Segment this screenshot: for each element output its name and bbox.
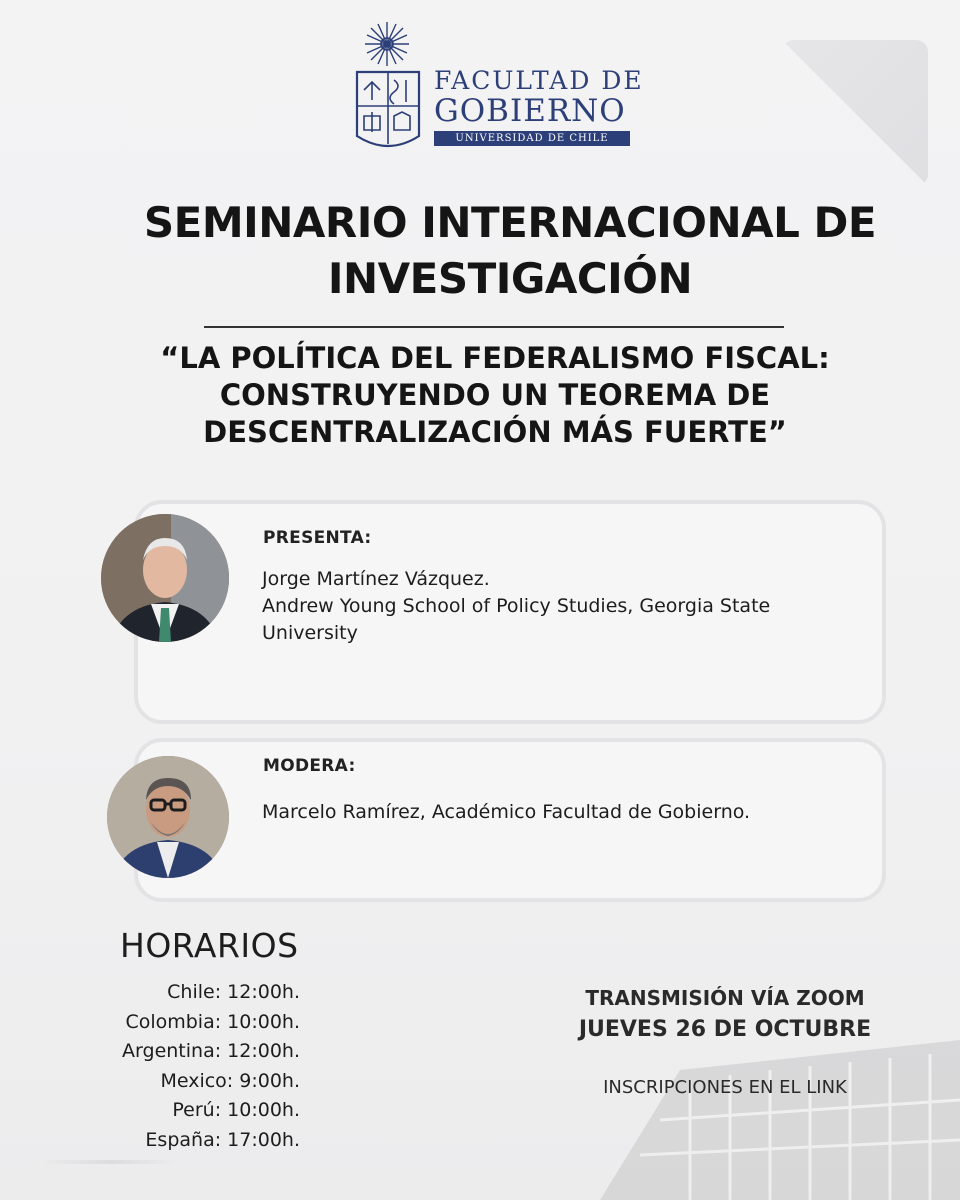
presenter-line: Andrew Young School of Policy Studies, Georgia State bbox=[262, 595, 771, 617]
subtitle-line-3: DESCENTRALIZACIÓN MÁS FUERTE” bbox=[203, 415, 787, 449]
logo-line-university: UNIVERSIDAD DE CHILE bbox=[434, 131, 630, 146]
logo-line-faculty: FACULTAD DE bbox=[434, 66, 644, 95]
presenter-avatar bbox=[101, 514, 229, 642]
subtitle-line-2: CONSTRUYENDO UN TEOREMA DE bbox=[219, 378, 771, 412]
moderator-avatar bbox=[107, 756, 229, 878]
faculty-logo bbox=[354, 20, 644, 160]
schedule-row: Argentina: 12:00h. bbox=[122, 1040, 300, 1062]
schedule-row: Colombia: 10:00h. bbox=[125, 1010, 300, 1033]
title-line-2: INVESTIGACIÓN bbox=[327, 254, 693, 303]
building-watermark bbox=[540, 1030, 960, 1200]
presenter-role-label: PRESENTA: bbox=[263, 528, 372, 548]
presenter-line: Jorge Martínez Vázquez. bbox=[262, 568, 490, 590]
title-line-1: SEMINARIO INTERNACIONAL DE bbox=[143, 198, 877, 247]
title-divider bbox=[204, 326, 784, 328]
subtitle-line-1: “LA POLÍTICA DEL FEDERALISMO FISCAL: bbox=[160, 341, 830, 375]
schedule-title: HORARIOS bbox=[120, 926, 299, 965]
moderator-description bbox=[262, 799, 750, 826]
presenter-description bbox=[262, 566, 770, 647]
schedule-row: Perú: 10:00h. bbox=[172, 1099, 300, 1121]
moderator-role-label: MODERA: bbox=[263, 756, 356, 776]
presenter-line: University bbox=[262, 622, 358, 644]
signup-text: INSCRIPCIONES EN EL LINK bbox=[603, 1077, 847, 1098]
page-title bbox=[100, 195, 920, 307]
schedule-row: España: 17:00h. bbox=[145, 1128, 300, 1151]
transmission-text: TRANSMISIÓN VÍA ZOOM bbox=[585, 986, 865, 1010]
decorative-corner-triangle bbox=[782, 40, 928, 186]
seminar-subtitle bbox=[100, 340, 890, 451]
schedule-underline bbox=[40, 1160, 180, 1164]
schedule-row: Chile: 12:00h. bbox=[167, 981, 300, 1003]
logo-line-gobierno: GOBIERNO bbox=[434, 93, 626, 129]
schedule-list bbox=[80, 978, 300, 1155]
university-seal-icon bbox=[354, 20, 424, 156]
logo-wordmark bbox=[434, 66, 644, 146]
event-date: JUEVES 26 DE OCTUBRE bbox=[578, 1017, 872, 1042]
schedule-row: Mexico: 9:00h. bbox=[160, 1069, 300, 1092]
moderator-line: Marcelo Ramírez, Académico Facultad de Gobierno. bbox=[262, 801, 751, 823]
